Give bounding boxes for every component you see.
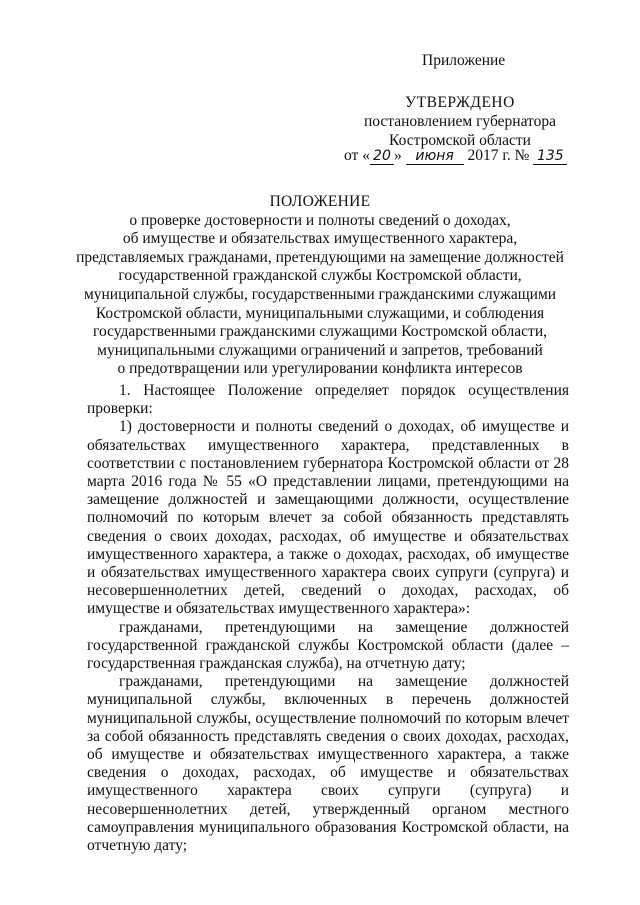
paragraph-4: гражданами, претендующими на замещение должностей муниципальной службы, включенных в перечень должностей муниципальной службы, осуществление полномочий по которым влечет за собой обязанность представлять сведения о своих доходах, расходах, об имуществе и обязательствах имущественного характера, а также сведения о доходах, расходах, об имуществе и обязательствах имущественного характера своих супруги (супруга) и несовершеннолетних детей, утвержденный органом местного самоуправления муниципального образования Костромской области, на отчетную дату; [87,673,569,855]
title-line: об имуществе и обязательствах имущественного характера, [122,230,518,248]
date-month: июня [406,149,464,165]
title-main: ПОЛОЖЕНИЕ [269,193,371,210]
document-body [87,382,569,855]
title-line: государственными гражданскими служащими Костромской области, [92,323,547,341]
paragraph-2: 1) достоверности и полноты сведений о доходах, об имуществе и обязательствах имущественного характера, представленных в соответствии с постановлением губернатора Костромской области от 28 марта 2016 года № 55 «О представлении лицами, претендующими на замещение должностей и замещающими должности, осуществление полномочий по которым влечет за собой обязанность представлять сведения о своих доходах, расходах, об имуществе и обязательствах имущественного характера, а также о доходах, расходах, об имуществе и обязательствах имущественного характера своих супруги (супруга) и несовершеннолетних детей, сведений о доходах, расходах, об имуществе и обязательствах имущественного характера»: [87,418,569,618]
approval-block [340,93,580,150]
date-sep: » [393,147,402,164]
appendix-label: Приложение [422,52,506,69]
date-year: 2017 г. № [467,147,530,164]
approved-by-line1: постановлением губернатора [363,113,557,130]
decree-number: 135 [533,149,567,165]
title-line: государственной гражданской службы Костромской области, [118,267,522,285]
title-line: Костромской области, муниципальными служащими, и соблюдения [95,304,545,322]
approval-date-line [344,147,567,165]
date-prefix: от « [344,147,370,164]
date-day: 20 [370,149,394,165]
title-line: о предотвращении или урегулировании конфликта интересов [117,360,523,378]
title-line: муниципальной службы, государственными гражданскими служащими [83,285,557,303]
paragraph-1: 1. Настоящее Положение определяет порядок осуществления проверки: [87,382,569,418]
title-line: муниципальными служащими ограничений и запретов, требований [97,341,543,359]
title-line: представляемых гражданами, претендующими на замещение должностей [76,248,564,266]
document-title [60,193,580,379]
approved-heading: УТВЕРЖДЕНО [405,94,515,111]
paragraph-3: гражданами, претендующими на замещение должностей государственной гражданской службы Костромской области (далее – государственная гражданская служба), на отчетную дату; [87,618,569,673]
title-line: о проверке достоверности и полноты сведений о доходах, [129,211,511,229]
approved-by-line2: Костромской области [389,132,531,149]
